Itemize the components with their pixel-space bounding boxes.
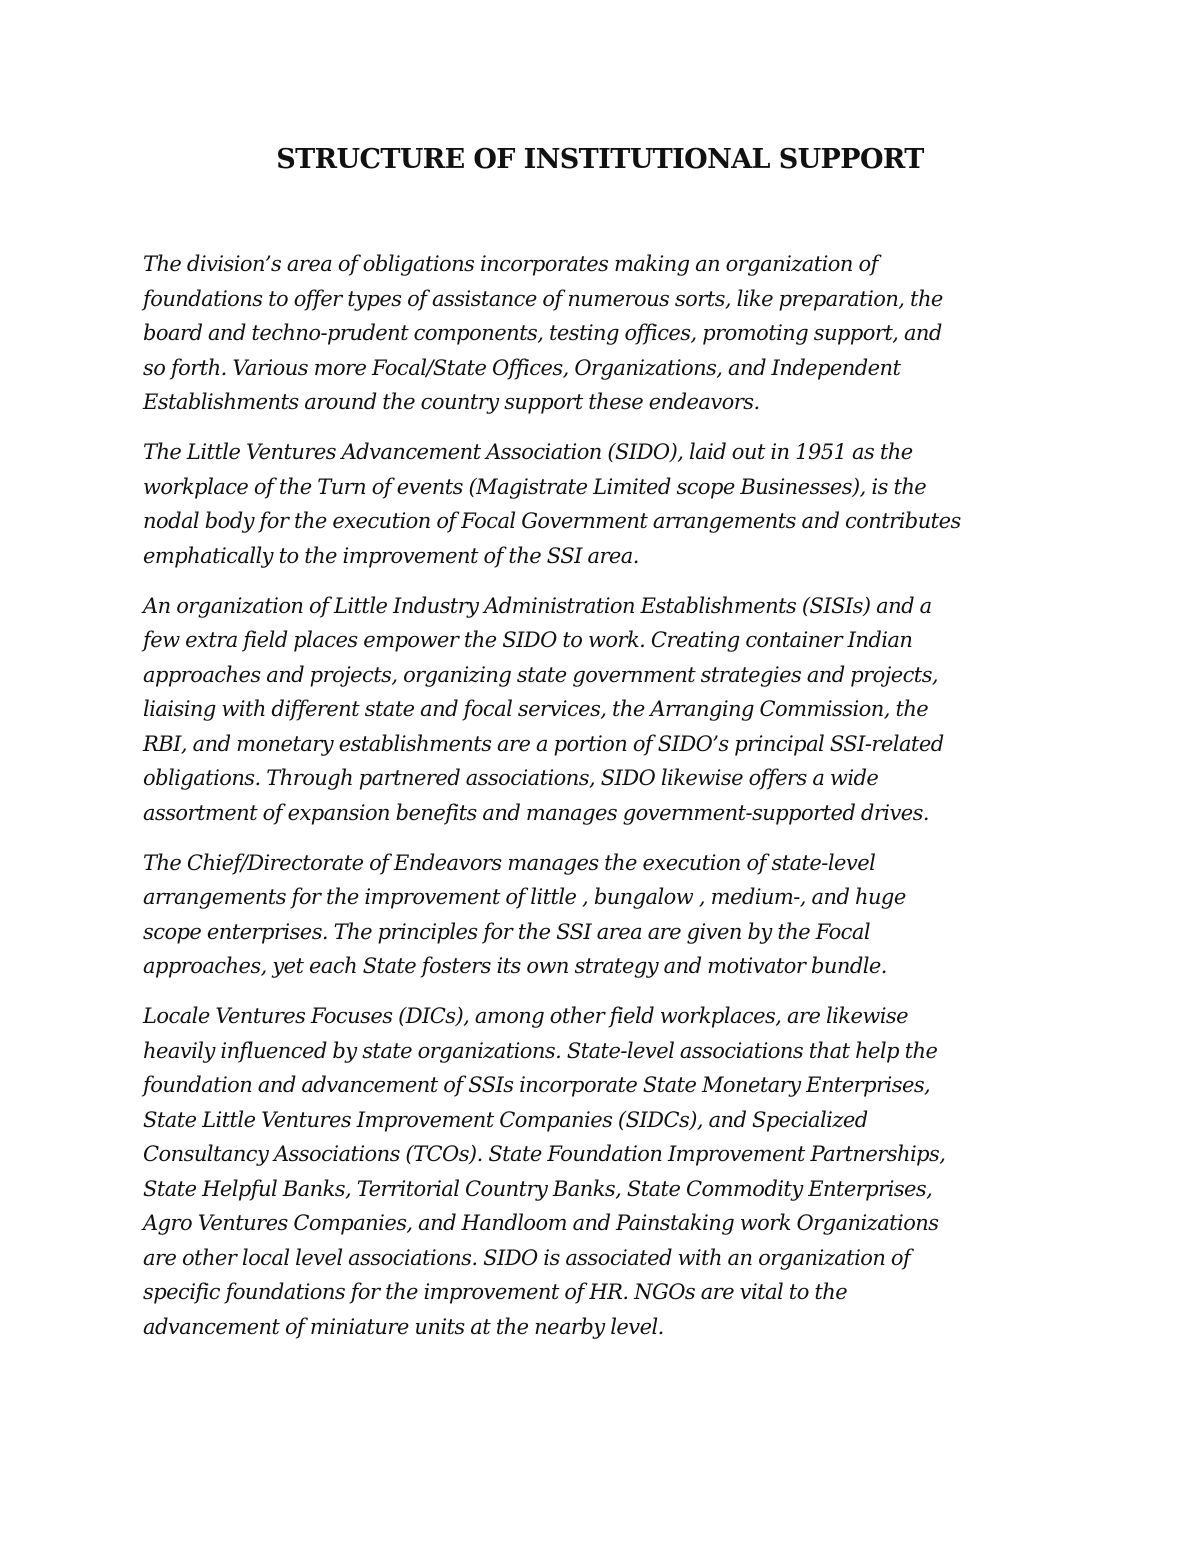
paragraph-line: advancement of miniature units at the nearby level. [143,1314,664,1339]
paragraph-line: emphatically to the improvement of the SSI area. [143,543,639,568]
paragraph-line: board and techno-prudent components, testing offices, promoting support, and [143,321,942,345]
paragraph-line: foundation and advancement of SSIs incorporate State Monetary Enterprises, [143,1073,931,1097]
paragraph-line: liaising with different state and focal services, the Arranging Commission, the [143,697,929,721]
paragraph-line: so forth. Various more Focal/State Offices, Organizations, and Independent [143,355,901,380]
paragraph-line: The division’s area of obligations incorporates making an organization of [143,252,878,276]
paragraph-line: The Little Ventures Advancement Association (SIDO), laid out in 1951 as the [143,440,913,464]
paragraph [143,999,1073,1344]
paragraph [143,435,1073,573]
paragraph-line: are other local level associations. SIDO is associated with an organization of [143,1245,911,1270]
paragraph-line: Locale Ventures Focuses (DICs), among other field workplaces, are likewise [143,1004,909,1028]
paragraph-line: approaches and projects, organizing state government strategies and projects, [143,662,939,687]
paragraph [143,589,1073,831]
paragraph-line: State Little Ventures Improvement Companies (SIDCs), and Specialized [143,1107,868,1132]
paragraph-line: few extra field places empower the SIDO to work. Creating container Indian [143,628,913,652]
paragraph [143,247,1073,420]
paragraph-line: Establishments around the country support these endeavors. [143,390,760,414]
paragraph-line: Consultancy Associations (TCOs). State Foundation Improvement Partnerships, [143,1142,946,1166]
document-body [143,247,1073,1360]
paragraph-line: obligations. Through partnered associations, SIDO likewise offers a wide [143,766,879,790]
paragraph-line: scope enterprises. The principles for the SSI area are given by the Focal [143,919,871,944]
paragraph-line: arrangements for the improvement of little , bungalow , medium-, and huge [143,885,906,909]
paragraph-line: An organization of Little Industry Administration Establishments (SISIs) and a [143,593,932,618]
paragraph-line: State Helpful Banks, Territorial Country Banks, State Commodity Enterprises, [143,1176,933,1201]
paragraph-line: specific foundations for the improvement of HR. NGOs are vital to the [143,1280,848,1304]
paragraph [143,846,1073,984]
paragraph-line: The Chief/Directorate of Endeavors manages the execution of state-level [143,850,876,875]
document-title: STRUCTURE OF INSTITUTIONAL SUPPORT [276,144,924,175]
paragraph-line: heavily influenced by state organizations. State-level associations that help the [143,1038,938,1063]
paragraph-line: approaches, yet each State fosters its own strategy and motivator bundle. [143,954,887,978]
paragraph-line: Agro Ventures Companies, and Handloom and Painstaking work Organizations [143,1211,939,1235]
paragraph-line: nodal body for the execution of Focal Government arrangements and contributes [143,509,961,533]
paragraph-line: foundations to offer types of assistance of numerous sorts, like preparation, the [143,286,943,311]
paragraph-line: RBI, and monetary establishments are a portion of SIDO’s principal SSI-related [143,731,944,756]
paragraph-line: workplace of the Turn of events (Magistrate Limited scope Businesses), is the [143,474,927,499]
paragraph-line: assortment of expansion benefits and manages government-supported drives. [143,800,930,825]
